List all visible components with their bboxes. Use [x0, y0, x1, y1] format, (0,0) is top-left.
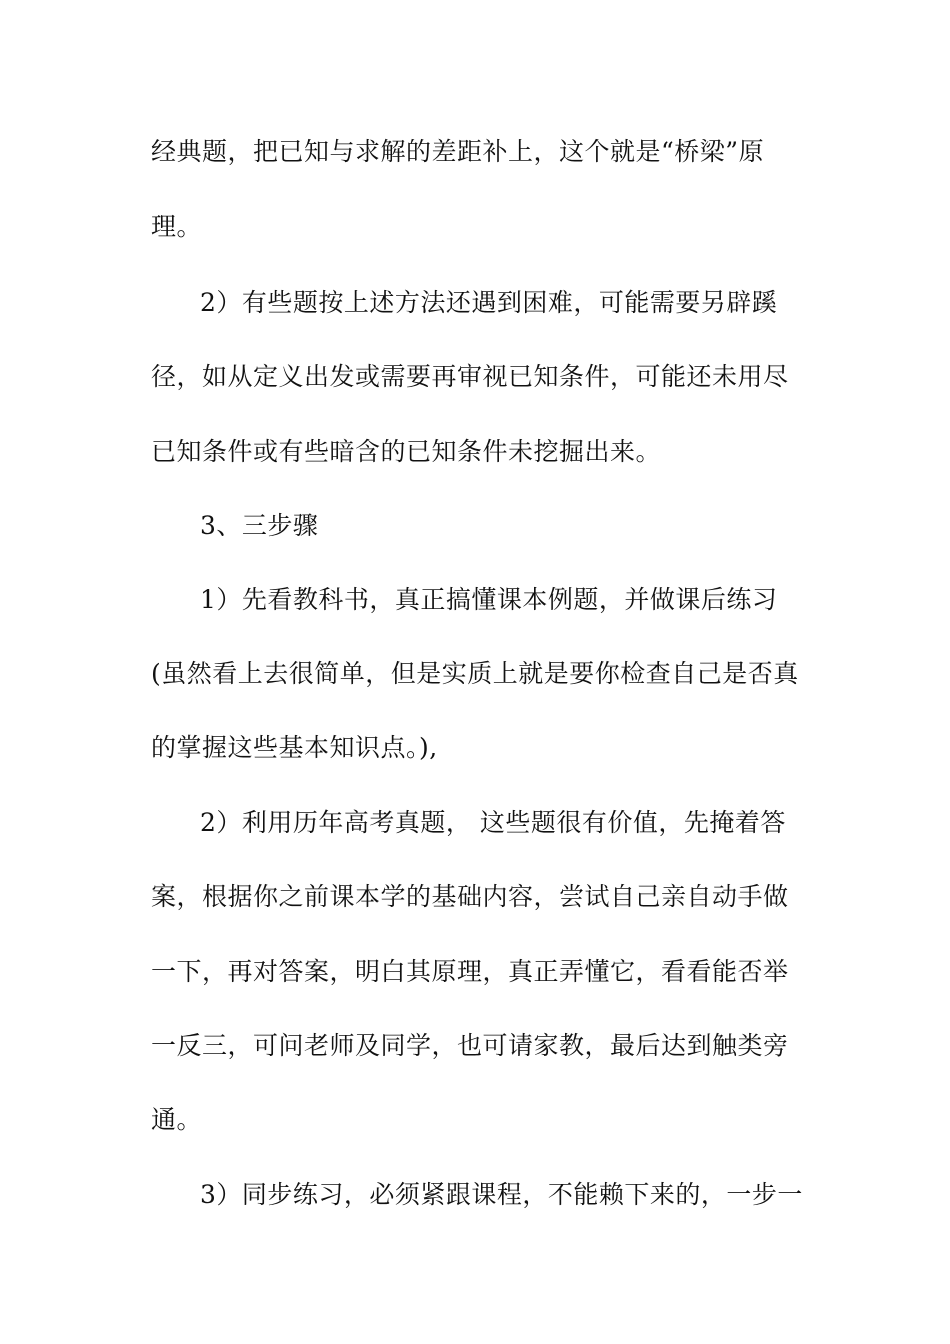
- text-line: 案，根据你之前课本学的基础内容，尝试自己亲自动手做: [151, 882, 789, 911]
- text-line: 经典题，把已知与求解的差距补上，这个就是“桥梁”原: [151, 137, 765, 166]
- text-line: 径，如从定义出发或需要再审视已知条件，可能还未用尽: [151, 362, 789, 391]
- paragraph-start-line: 3）同步练习，必须紧跟课程，不能赖下来的，一步一: [200, 1180, 803, 1209]
- paragraph-start-line: 2）有些题按上述方法还遇到困难，可能需要另辟蹊: [200, 288, 778, 317]
- text-line: 的掌握这些基本知识点。),: [151, 733, 438, 762]
- paragraph-start-line: 1）先看教科书，真正搞懂课本例题，并做课后练习: [200, 585, 778, 614]
- text-line: (虽然看上去很简单，但是实质上就是要你检查自己是否真: [151, 659, 799, 688]
- text-line: 一反三，可问老师及同学，也可请家教，最后达到触类旁: [151, 1031, 789, 1060]
- paragraph-start-line: 2）利用历年高考真题， 这些题很有价值，先掩着答: [200, 808, 786, 837]
- text-line: 已知条件或有些暗含的已知条件未挖掘出来。: [151, 437, 662, 466]
- text-line: 通。: [151, 1105, 203, 1134]
- section-heading: 3、三步骤: [200, 511, 319, 540]
- text-line: 一下，再对答案，明白其原理，真正弄懂它，看看能否举: [151, 957, 789, 986]
- text-line: 理。: [151, 212, 203, 241]
